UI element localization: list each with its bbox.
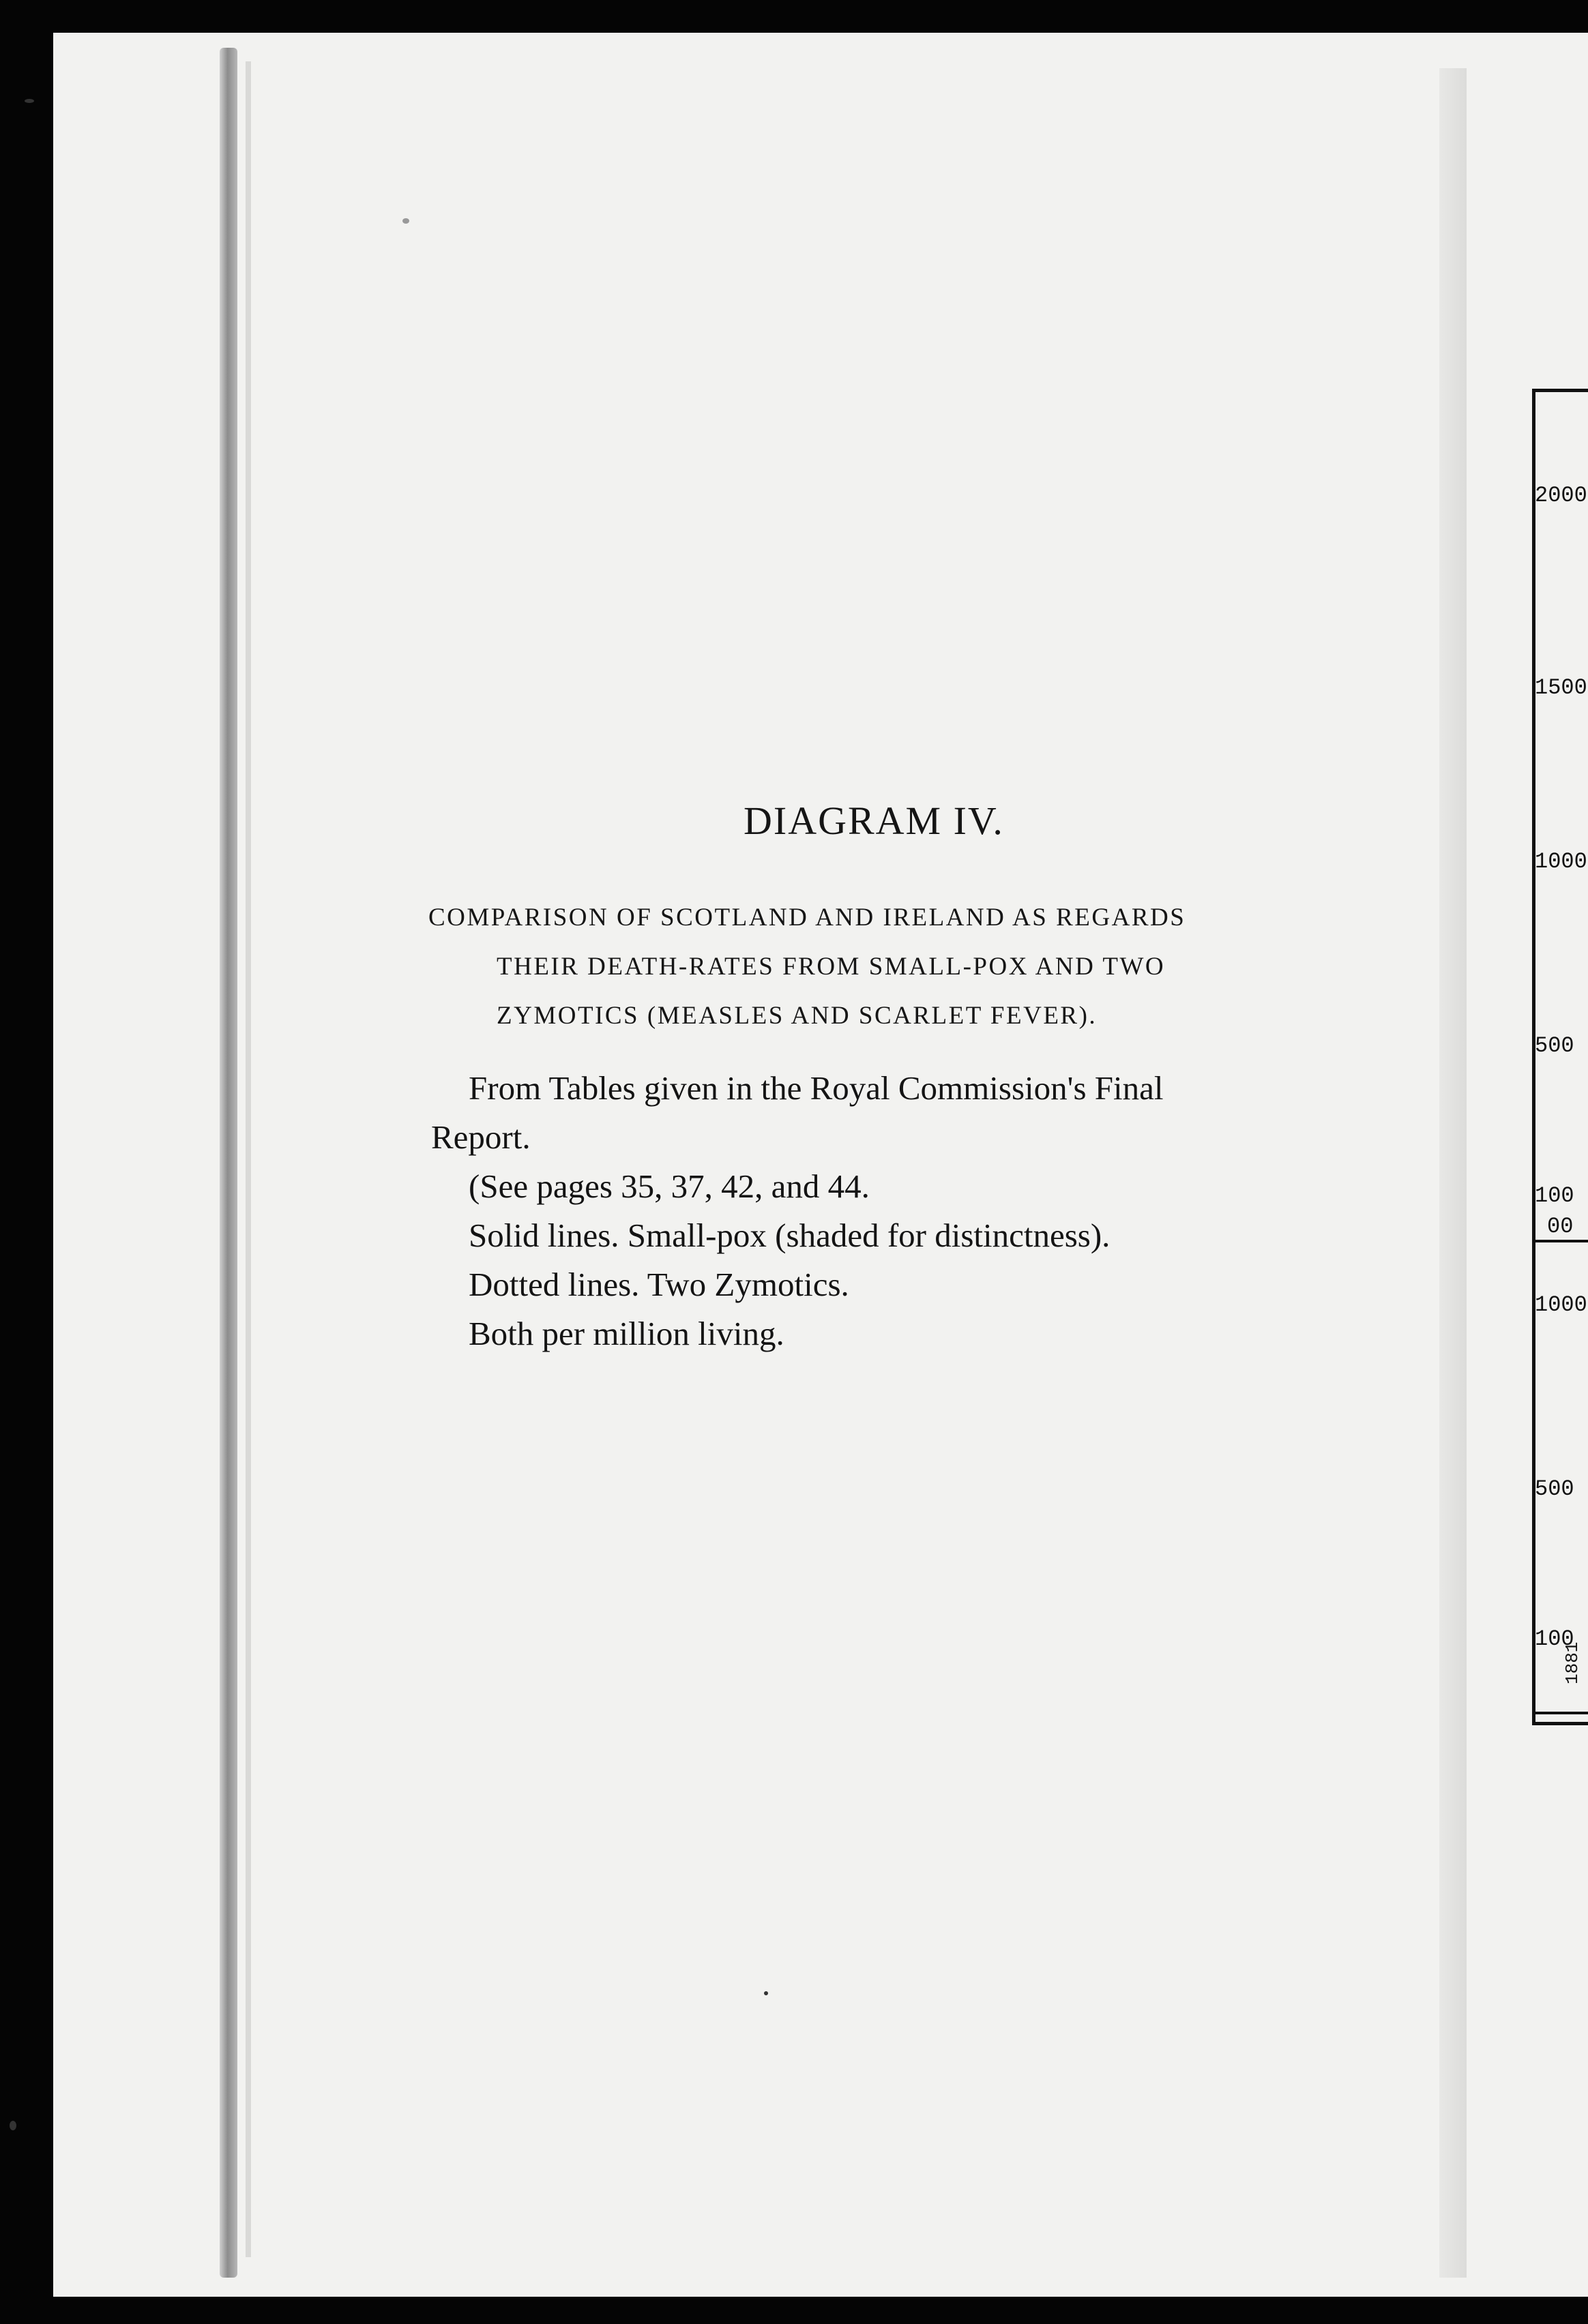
year-label: 1881 xyxy=(1562,1641,1583,1684)
chart-bottom-rule xyxy=(1532,1712,1588,1714)
tick-label: 00 xyxy=(1547,1214,1574,1239)
scan-speck xyxy=(10,2121,16,2130)
scan-speck xyxy=(402,218,409,224)
binding-spine xyxy=(220,48,237,2278)
caption-line-3: ZYMOTICS (MEASLES AND SCARLET FEVER). xyxy=(497,1002,1098,1030)
tick-label: 500 xyxy=(1535,1476,1574,1502)
scan-speck xyxy=(25,99,34,103)
caption-line-1: COMPARISON OF SCOTLAND AND IRELAND AS REGARDS xyxy=(428,904,1186,932)
diagram-notes xyxy=(431,1064,1311,1358)
source-line-1: From Tables given in the Royal Commission's Final xyxy=(469,1069,1164,1107)
per-million-note: Both per million living. xyxy=(469,1315,784,1352)
tick-label: 100 xyxy=(1535,1626,1574,1652)
tick-label: 1000 xyxy=(1535,1292,1587,1317)
dotted-lines-legend: Dotted lines. Two Zymotics. xyxy=(469,1266,849,1303)
tick-label: 1000 xyxy=(1535,849,1587,874)
diagram-caption xyxy=(428,893,1308,1041)
source-line-2: Report. xyxy=(431,1118,531,1156)
tick-label: 100 xyxy=(1535,1183,1574,1208)
solid-lines-legend: Solid lines. Small-pox (shaded for distinctness). xyxy=(469,1217,1111,1254)
tick-label: 2000 xyxy=(1535,483,1587,508)
diagram-heading: DIAGRAM IV. xyxy=(744,799,1004,843)
tick-label: 500 xyxy=(1535,1033,1574,1058)
scan-speck xyxy=(764,1991,768,1995)
spine-shadow xyxy=(246,61,251,2257)
caption-line-2: THEIR DEATH-RATES FROM SMALL-POX AND TWO xyxy=(497,953,1166,981)
page-edge xyxy=(1439,68,1467,2278)
chart-divider xyxy=(1532,1240,1588,1242)
tick-label: 1500 xyxy=(1535,675,1587,700)
pages-reference: (See pages 35, 37, 42, and 44. xyxy=(469,1167,870,1205)
